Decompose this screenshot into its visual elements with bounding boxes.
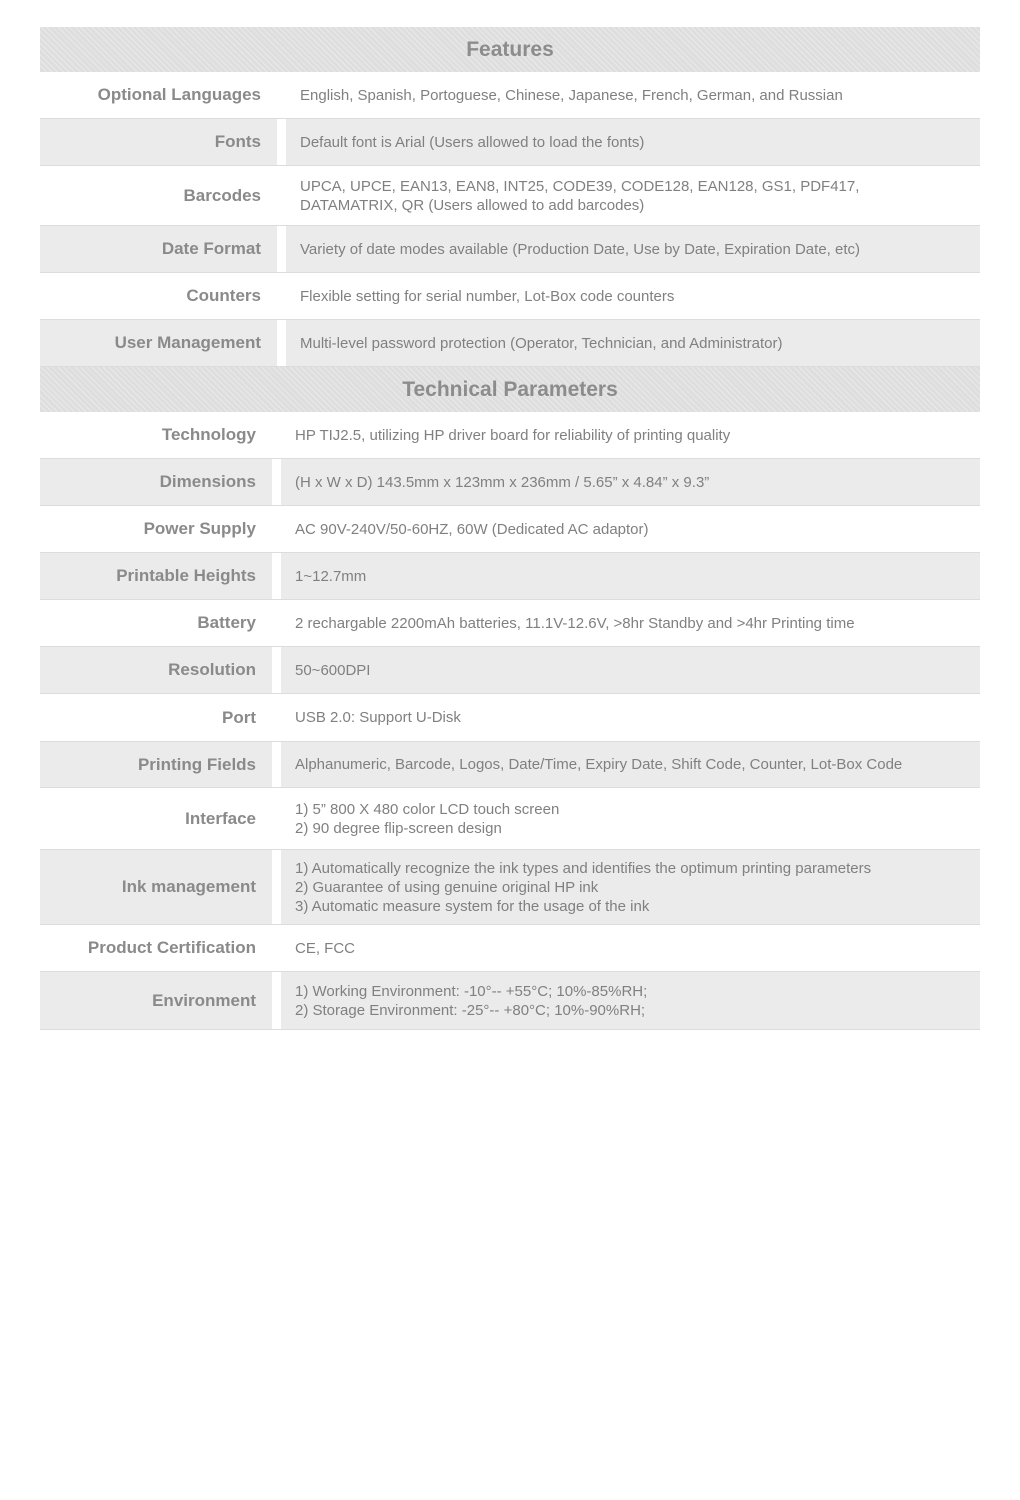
spec-value (281, 600, 980, 646)
spec-row (40, 647, 980, 694)
spec-value (281, 412, 980, 458)
spec-value-line: Variety of date modes available (Production Date, Use by Date, Expiration Date, etc) (300, 240, 861, 258)
features-rows (40, 72, 980, 367)
spec-value-line: 1) Automatically recognize the ink types and identifies the optimum printing parameters (295, 859, 872, 877)
spec-label: Dimensions (40, 459, 272, 505)
spec-row (40, 742, 980, 788)
spec-value-line: 3) Automatic measure system for the usage of the ink (295, 897, 650, 915)
spec-value-line: DATAMATRIX, QR (Users allowed to add barcodes) (300, 196, 645, 214)
spec-value (286, 320, 980, 366)
spec-value-line: 2) Guarantee of using genuine original HP ink (295, 878, 599, 896)
spec-row (40, 506, 980, 553)
spec-label: Barcodes (183, 185, 261, 205)
spec-value (281, 972, 980, 1029)
spec-label: Ink management (40, 850, 272, 924)
spec-value-line: Multi-level password protection (Operator, Technician, and Administrator) (300, 334, 783, 352)
spec-row (40, 972, 980, 1030)
spec-value-line: USB 2.0: Support U-Disk (295, 709, 461, 726)
spec-row (40, 72, 980, 119)
spec-value (281, 742, 980, 787)
spec-value-line: AC 90V-240V/50-60HZ, 60W (Dedicated AC adaptor) (295, 520, 649, 538)
spec-value (281, 553, 980, 599)
spec-label: Printable Heights (40, 553, 272, 599)
spec-value-line: UPCA, UPCE, EAN13, EAN8, INT25, CODE39, CODE128, EAN128, GS1, PDF417, (300, 177, 860, 195)
spec-value-line: 2 rechargable 2200mAh batteries, 11.1V-12.6V, >8hr Standby and >4hr Printing time (295, 614, 855, 632)
spec-row (40, 925, 980, 972)
spec-row (40, 273, 980, 320)
spec-label: Fonts (40, 119, 277, 165)
spec-label: Battery (197, 613, 256, 632)
spec-row (40, 788, 980, 850)
spec-row (40, 459, 980, 506)
spec-value-line: English, Spanish, Portoguese, Chinese, Japanese, French, German, and Russian (300, 86, 843, 104)
spec-row (40, 320, 980, 367)
spec-row (40, 600, 980, 647)
spec-value-line: 2) Storage Environment: -25°-- +80°C; 10%-90%RH; (295, 1001, 646, 1019)
spec-row (40, 119, 980, 166)
spec-value-line: 2) 90 degree flip-screen design (295, 819, 502, 837)
technical-rows (40, 412, 980, 1030)
spec-row (40, 694, 980, 742)
spec-value (286, 226, 980, 272)
spec-label: Environment (40, 972, 272, 1029)
spec-value (281, 850, 980, 924)
spec-value (281, 788, 980, 849)
spec-row (40, 166, 980, 226)
spec-value (286, 273, 980, 319)
spec-row (40, 850, 980, 925)
spec-label: Date Format (40, 226, 277, 272)
spec-value (286, 119, 980, 165)
technical-parameters-header: Technical Parameters (40, 367, 980, 412)
spec-value-line: 50~600DPI (295, 661, 371, 679)
spec-label: Counters (186, 286, 261, 305)
spec-label: Printing Fields (40, 742, 272, 787)
spec-value-line: 1~12.7mm (295, 567, 367, 585)
spec-value-line: HP TIJ2.5, utilizing HP driver board for reliability of printing quality (295, 426, 731, 444)
spec-value-line: 1) Working Environment: -10°-- +55°C; 10%-85%RH; (295, 982, 648, 1000)
spec-value (281, 647, 980, 693)
spec-row (40, 412, 980, 459)
spec-row (40, 226, 980, 273)
spec-value-line: Alphanumeric, Barcode, Logos, Date/Time, Expiry Date, Shift Code, Counter, Lot-Box Code (295, 756, 903, 773)
spec-label: Optional Languages (97, 85, 261, 104)
spec-label: Port (222, 707, 256, 727)
spec-value (286, 166, 980, 225)
spec-row (40, 553, 980, 600)
features-header: Features (40, 27, 980, 72)
spec-label: Power Supply (143, 519, 256, 538)
spec-label: Resolution (40, 647, 272, 693)
spec-value-line: 1) 5” 800 X 480 color LCD touch screen (295, 800, 560, 818)
spec-label: User Management (40, 320, 277, 366)
spec-value-line: (H x W x D) 143.5mm x 123mm x 236mm / 5.65” x 4.84” x 9.3” (295, 473, 710, 491)
spec-label: Technology (161, 425, 256, 444)
spec-value (281, 694, 980, 741)
spec-value (286, 72, 980, 118)
spec-label: Interface (185, 808, 256, 828)
spec-value-line: Default font is Arial (Users allowed to load the fonts) (300, 133, 645, 151)
spec-label: Product Certification (87, 938, 256, 957)
spec-value-line: Flexible setting for serial number, Lot-Box code counters (300, 287, 675, 305)
spec-value (281, 925, 980, 971)
spec-table (40, 27, 980, 1030)
spec-value (281, 506, 980, 552)
spec-value-line: CE, FCC (295, 939, 355, 957)
spec-value (281, 459, 980, 505)
